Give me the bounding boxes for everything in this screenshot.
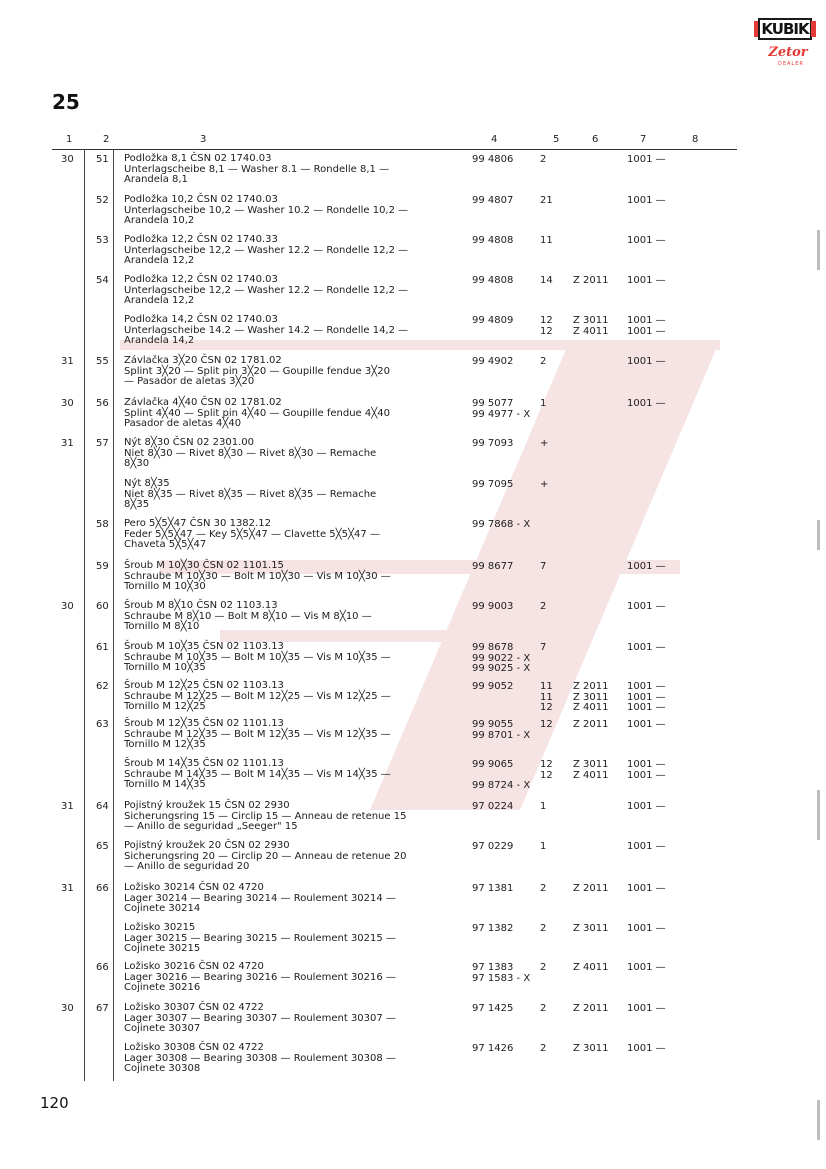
- part-description: [124, 962, 396, 994]
- row-position: 65: [96, 841, 109, 852]
- column-header-5: 5: [553, 134, 560, 145]
- scan-mark: [817, 230, 820, 270]
- model-code: Z 2011: [573, 275, 609, 286]
- quantity: 7: [540, 561, 547, 572]
- column-header-3: 3: [200, 134, 207, 145]
- validity: 1001 —: [627, 1003, 666, 1014]
- description-line: Unterlagscheibe 10,2 — Washer 10.2 — Rondelle 10,2 —: [124, 204, 409, 216]
- row-group: 31: [61, 438, 74, 449]
- validity: 1001 —: [627, 923, 666, 934]
- description-line: Pasador de aletas 4╳40: [124, 418, 242, 429]
- scan-mark: [817, 1100, 820, 1140]
- part-number: 99 5077: [472, 398, 514, 409]
- part-number: 97 1583 - X: [472, 972, 531, 984]
- column-header-1: 1: [66, 134, 73, 145]
- part-number: 99 4808: [472, 235, 514, 246]
- model-code: Z 3011: [573, 315, 609, 326]
- model-code: Z 4011: [573, 325, 609, 337]
- validity: 1001 —: [627, 883, 666, 894]
- description-line: Tornillo M 10╳30: [124, 581, 206, 592]
- part-number: 99 4902: [472, 356, 514, 367]
- validity: 1001 —: [627, 601, 666, 612]
- row-position: 57: [96, 438, 109, 449]
- description-line: Chaveta 5╳5╳47: [124, 539, 207, 550]
- description-line: Splint 4╳40 — Split pin 4╳40 — Goupille fendue 4╳40: [124, 407, 390, 419]
- part-number: 99 7868 - X: [472, 519, 531, 530]
- validity: 1001 —: [627, 398, 666, 409]
- row-position: 64: [96, 801, 109, 812]
- description-line: Schraube M 8╳10 — Bolt M 8╳10 — Vis M 8╳10 —: [124, 610, 372, 622]
- kubik-zetor-logo: [754, 14, 816, 72]
- description-line: Šroub M 14╳35 ČSN 02 1101.13: [124, 758, 284, 769]
- model-code: Z 3011: [573, 759, 609, 770]
- part-description: [124, 154, 389, 186]
- description-line: Niet 8╳30 — Rivet 8╳30 — Rivet 8╳30 — Remache: [124, 447, 377, 459]
- quantity: 12: [540, 759, 553, 770]
- model-code: Z 2011: [573, 681, 609, 692]
- validity: 1001 —: [627, 356, 666, 367]
- part-number: 99 4977 - X: [472, 408, 531, 420]
- description-line: Unterlagscheibe 12,2 — Washer 12.2 — Rondelle 12,2 —: [124, 244, 409, 256]
- header-rule: [52, 149, 737, 150]
- description-line: Šroub M 12╳25 ČSN 02 1103.13: [124, 680, 284, 691]
- row-position: 66: [96, 962, 109, 973]
- description-line: Schraube M 12╳35 — Bolt M 12╳35 — Vis M 12╳35 —: [124, 728, 391, 740]
- description-line: Podložka 14,2 ČSN 02 1740.03: [124, 314, 278, 325]
- description-line: Závlačka 4╳40 ČSN 02 1781.02: [124, 397, 282, 408]
- row-position: 67: [96, 1003, 109, 1014]
- description-line: Šroub M 10╳30 ČSN 02 1101.15: [124, 560, 284, 571]
- row-position: 62: [96, 681, 109, 692]
- quantity: 11: [540, 681, 553, 692]
- part-description: [124, 438, 376, 470]
- part-number: 99 9055: [472, 719, 514, 730]
- description-line: Ložisko 30216 ČSN 02 4720: [124, 961, 264, 972]
- description-line: Unterlagscheibe 14.2 — Washer 14.2 — Rondelle 14,2 —: [124, 324, 409, 336]
- row-position: 61: [96, 642, 109, 653]
- description-line: Ložisko 30307 ČSN 02 4722: [124, 1002, 264, 1013]
- part-number: 99 4806: [472, 154, 514, 165]
- part-description: [124, 479, 376, 511]
- description-line: Arandela 10,2: [124, 215, 195, 226]
- description-line: Schraube M 10╳35 — Bolt M 10╳35 — Vis M 10╳35 —: [124, 651, 391, 663]
- quantity: 1: [540, 801, 547, 812]
- description-line: Tornillo M 14╳35: [124, 779, 206, 790]
- description-line: Šroub M 10╳35 ČSN 02 1103.13: [124, 641, 284, 652]
- part-number: 97 1382: [472, 923, 514, 934]
- part-number: 99 4809: [472, 315, 514, 326]
- quantity: 2: [540, 923, 547, 934]
- part-number: 99 8724 - X: [472, 780, 531, 791]
- description-line: Tornillo M 12╳25: [124, 701, 206, 712]
- description-line: Unterlagscheibe 8,1 — Washer 8.1 — Rondelle 8,1 —: [124, 163, 390, 175]
- description-line: Tornillo M 10╳35: [124, 662, 206, 673]
- description-line: Nýt 8╳35: [124, 478, 170, 489]
- quantity: 11: [540, 235, 553, 246]
- description-line: Podložka 12,2 ČSN 02 1740.33: [124, 234, 278, 245]
- model-code: Z 4011: [573, 962, 609, 973]
- validity: 1001 —: [627, 561, 666, 572]
- description-line: Schraube M 14╳35 — Bolt M 14╳35 — Vis M 14╳35 —: [124, 768, 391, 780]
- validity: 1001 —: [627, 154, 666, 165]
- description-line: Šroub M 8╳10 ČSN 02 1103.13: [124, 600, 278, 611]
- validity: 1001 —: [627, 325, 666, 337]
- validity: 1001 —: [627, 275, 666, 286]
- row-position: 63: [96, 719, 109, 730]
- quantity: 2: [540, 154, 547, 165]
- part-description: [124, 642, 391, 674]
- part-number: 97 1426: [472, 1043, 514, 1054]
- part-number: 99 8677: [472, 561, 514, 572]
- part-number: 99 9022 - X: [472, 652, 531, 664]
- part-description: [124, 1003, 396, 1035]
- model-code: Z 3011: [573, 1043, 609, 1054]
- row-group: 31: [61, 356, 74, 367]
- part-number: 97 1381: [472, 883, 514, 894]
- part-number: 99 9052: [472, 681, 514, 692]
- column-header-6: 6: [592, 134, 599, 145]
- part-number: 99 7095: [472, 479, 514, 490]
- description-line: Lager 30307 — Bearing 30307 — Roulement 30307 —: [124, 1012, 396, 1024]
- quantity: 1: [540, 841, 547, 852]
- quantity: 2: [540, 883, 547, 894]
- validity: 1001 —: [627, 691, 666, 703]
- description-line: Sicherungsring 20 — Circlip 20 — Anneau de retenue 20: [124, 850, 407, 862]
- model-code: Z 2011: [573, 719, 609, 730]
- model-code: Z 3011: [573, 923, 609, 934]
- description-line: Arandela 14,2: [124, 335, 195, 346]
- part-description: [124, 681, 391, 713]
- part-description: [124, 398, 390, 430]
- description-line: Lager 30215 — Bearing 30215 — Roulement 30215 —: [124, 932, 396, 944]
- description-line: Ložisko 30214 ČSN 02 4720: [124, 882, 264, 893]
- validity: 1001 —: [627, 235, 666, 246]
- description-line: Podložka 10,2 ČSN 02 1740.03: [124, 194, 278, 205]
- quantity: 2: [540, 356, 547, 367]
- row-group: 31: [61, 883, 74, 894]
- description-line: 8╳30: [124, 458, 150, 469]
- logo-sub: Zetor: [768, 45, 808, 60]
- description-line: 8╳35: [124, 499, 150, 510]
- logo-tag: DEALER: [778, 61, 804, 67]
- description-line: Pero 5╳5╳47 ČSN 30 1382.12: [124, 518, 271, 529]
- description-line: Ložisko 30308 ČSN 02 4722: [124, 1042, 264, 1053]
- scan-mark: [817, 790, 820, 840]
- part-number: 99 7093: [472, 438, 514, 449]
- part-description: [124, 883, 396, 915]
- quantity: 2: [540, 601, 547, 612]
- description-line: Arandela 12,2: [124, 295, 195, 306]
- description-line: Splint 3╳20 — Split pin 3╳20 — Goupille fendue 3╳20: [124, 365, 390, 377]
- validity: 1001 —: [627, 1043, 666, 1054]
- description-line: Tornillo M 12╳35: [124, 739, 206, 750]
- column-header-2: 2: [103, 134, 110, 145]
- column-divider-1: [84, 149, 85, 1081]
- validity: 1001 —: [627, 719, 666, 730]
- quantity: 12: [540, 719, 553, 730]
- quantity: 2: [540, 1003, 547, 1014]
- part-description: [124, 519, 380, 551]
- description-line: Unterlagscheibe 12,2 — Washer 12.2 — Rondelle 12,2 —: [124, 284, 409, 296]
- description-line: Cojinete 30215: [124, 943, 201, 954]
- row-group: 30: [61, 601, 74, 612]
- quantity: 12: [540, 315, 553, 326]
- quantity: 12: [540, 769, 553, 781]
- model-code: Z 2011: [573, 1003, 609, 1014]
- part-description: [124, 719, 391, 751]
- part-description: [124, 801, 406, 833]
- quantity: +: [540, 479, 549, 490]
- validity: 1001 —: [627, 315, 666, 326]
- description-line: Ložisko 30215: [124, 922, 196, 933]
- part-number: 97 1383: [472, 962, 514, 973]
- row-group: 31: [61, 801, 74, 812]
- description-line: Sicherungsring 15 — Circlip 15 — Anneau de retenue 15: [124, 810, 407, 822]
- logo-brand: KUBIK: [758, 18, 812, 40]
- part-number: 97 0224: [472, 801, 514, 812]
- quantity: 2: [540, 962, 547, 973]
- validity: 1001 —: [627, 801, 666, 812]
- row-position: 58: [96, 519, 109, 530]
- row-position: 51: [96, 154, 109, 165]
- column-divider-2: [113, 149, 114, 1081]
- quantity: 12: [540, 702, 553, 713]
- part-number: 99 8701 - X: [472, 729, 531, 741]
- description-line: Závlačka 3╳20 ČSN 02 1781.02: [124, 355, 282, 366]
- model-code: Z 4011: [573, 769, 609, 781]
- description-line: Arandela 8,1: [124, 174, 188, 185]
- validity: 1001 —: [627, 681, 666, 692]
- part-description: [124, 275, 408, 307]
- part-description: [124, 315, 408, 347]
- description-line: Nýt 8╳30 ČSN 02 2301.00: [124, 437, 255, 448]
- validity: 1001 —: [627, 841, 666, 852]
- description-line: Pojistný kroužek 15 ČSN 02 2930: [124, 800, 290, 811]
- validity: 1001 —: [627, 702, 666, 713]
- description-line: Lager 30308 — Bearing 30308 — Roulement 30308 —: [124, 1052, 396, 1064]
- page-number: 25: [52, 90, 80, 114]
- row-position: 56: [96, 398, 109, 409]
- description-line: Šroub M 12╳35 ČSN 02 1101.13: [124, 718, 284, 729]
- description-line: Schraube M 12╳25 — Bolt M 12╳25 — Vis M 12╳25 —: [124, 690, 391, 702]
- description-line: Cojinete 30214: [124, 903, 201, 914]
- quantity: 21: [540, 195, 553, 206]
- validity: 1001 —: [627, 195, 666, 206]
- description-line: Cojinete 30308: [124, 1063, 201, 1074]
- part-number: 99 8678: [472, 642, 514, 653]
- row-group: 30: [61, 398, 74, 409]
- part-description: [124, 195, 408, 227]
- part-description: [124, 601, 372, 633]
- part-number: 97 0229: [472, 841, 514, 852]
- description-line: — Anillo de seguridad 20: [124, 861, 250, 872]
- part-number: 99 4807: [472, 195, 514, 206]
- part-description: [124, 235, 408, 267]
- part-description: [124, 356, 390, 388]
- description-line: Lager 30214 — Bearing 30214 — Roulement 30214 —: [124, 892, 396, 904]
- row-position: 52: [96, 195, 109, 206]
- description-line: Podložka 8,1 ČSN 02 1740.03: [124, 153, 272, 164]
- description-line: Tornillo M 8╳10: [124, 621, 200, 632]
- description-line: Pojistný kroužek 20 ČSN 02 2930: [124, 840, 290, 851]
- part-number: 99 4808: [472, 275, 514, 286]
- model-code: Z 2011: [573, 883, 609, 894]
- validity: 1001 —: [627, 759, 666, 770]
- logo-frame: [754, 14, 816, 44]
- quantity: 12: [540, 325, 553, 337]
- description-line: Niet 8╳35 — Rivet 8╳35 — Rivet 8╳35 — Remache: [124, 488, 377, 500]
- row-position: 53: [96, 235, 109, 246]
- scan-mark: [817, 520, 820, 550]
- quantity: 14: [540, 275, 553, 286]
- part-number: 97 1425: [472, 1003, 514, 1014]
- column-header-7: 7: [640, 134, 647, 145]
- description-line: Cojinete 30216: [124, 982, 201, 993]
- row-group: 30: [61, 154, 74, 165]
- description-line: Arandela 12,2: [124, 255, 195, 266]
- model-code: Z 4011: [573, 702, 609, 713]
- quantity: 1: [540, 398, 547, 409]
- column-header-8: 8: [692, 134, 699, 145]
- part-description: [124, 841, 406, 873]
- quantity: +: [540, 438, 549, 449]
- row-position: 60: [96, 601, 109, 612]
- part-number: 99 9065: [472, 759, 514, 770]
- validity: 1001 —: [627, 769, 666, 781]
- row-position: 55: [96, 356, 109, 367]
- row-group: 30: [61, 1003, 74, 1014]
- description-line: — Anillo de seguridad „Seeger" 15: [124, 821, 298, 832]
- validity: 1001 —: [627, 642, 666, 653]
- part-description: [124, 759, 391, 791]
- description-line: — Pasador de aletas 3╳20: [124, 376, 255, 387]
- part-number: 99 9003: [472, 601, 514, 612]
- quantity: 7: [540, 642, 547, 653]
- part-description: [124, 1043, 396, 1075]
- validity: 1001 —: [627, 962, 666, 973]
- row-position: 59: [96, 561, 109, 572]
- description-line: Feder 5╳5╳47 — Key 5╳5╳47 — Clavette 5╳5╳47 —: [124, 528, 380, 540]
- part-description: [124, 923, 396, 955]
- row-position: 54: [96, 275, 109, 286]
- part-number: 99 9025 - X: [472, 663, 531, 674]
- part-description: [124, 561, 391, 593]
- description-line: Podložka 12,2 ČSN 02 1740.03: [124, 274, 278, 285]
- description-line: Schraube M 10╳30 — Bolt M 10╳30 — Vis M 10╳30 —: [124, 570, 391, 582]
- quantity: 2: [540, 1043, 547, 1054]
- row-position: 66: [96, 883, 109, 894]
- description-line: Cojinete 30307: [124, 1023, 201, 1034]
- description-line: Lager 30216 — Bearing 30216 — Roulement 30216 —: [124, 971, 396, 983]
- quantity: 11: [540, 691, 553, 703]
- column-header-4: 4: [491, 134, 498, 145]
- model-code: Z 3011: [573, 691, 609, 703]
- logo-bar-right: [811, 21, 816, 37]
- footer-page-number: 120: [40, 1094, 69, 1112]
